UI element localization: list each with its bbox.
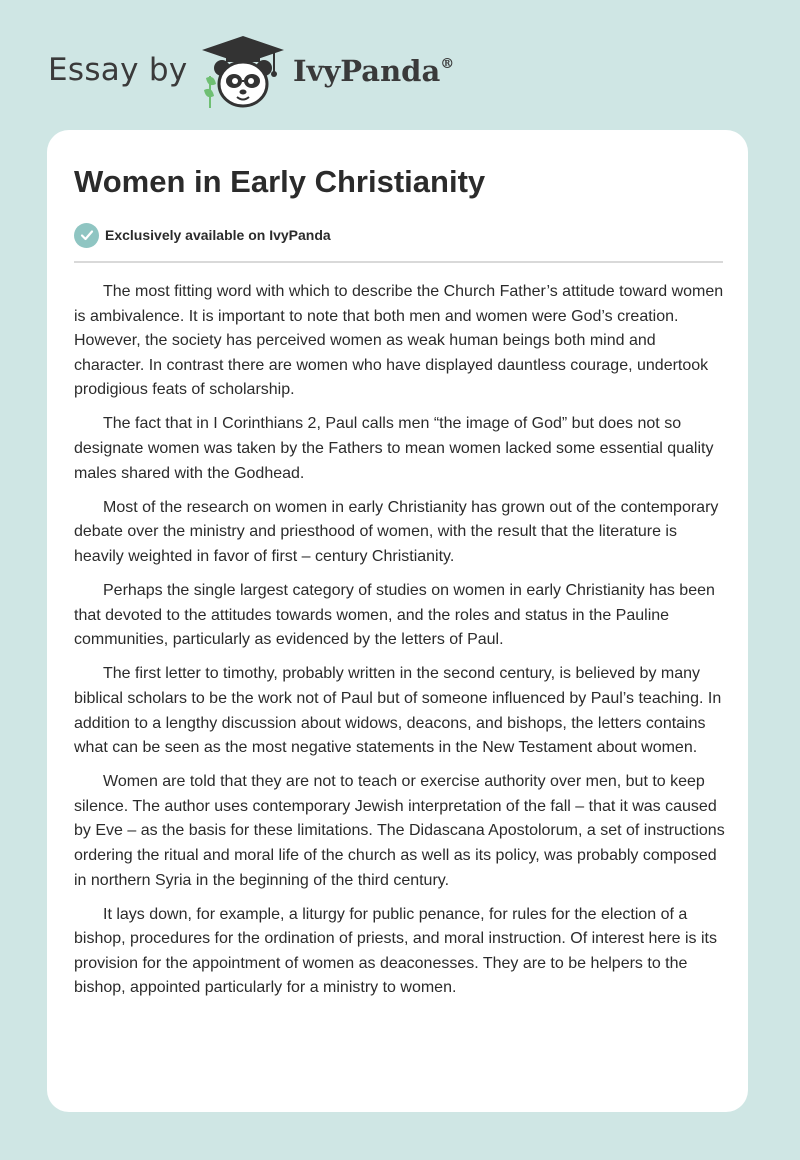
essay-body [74,280,726,1011]
badge-label: Exclusively available on IvyPanda [105,227,331,243]
panda-graduate-icon [200,32,286,112]
brand-prefix: Essay by [48,52,188,88]
page-title: Women in Early Christianity [74,164,486,199]
brand-name-text: IvyPanda [293,54,441,88]
paragraph: Perhaps the single largest category of studies on women in early Christianity has been that devoted to the attitudes towards women, and the roles and status in the Pauline communities, particularly as evidenced by the letters of Paul. [74,582,715,649]
paragraph: The most fitting word with which to describe the Church Father’s attitude toward women is ambivalence. It is important to note that both men and women were God’s creation. However, the society has perceived women as weak human beings both mind and character. In contrast there are women who have displayed dauntless courage, undertook prodigious feats of scholarship. [74,283,724,399]
paragraph: The fact that in I Corinthians 2, Paul calls men “the image of God” but does not so designate women was taken by the Fathers to mean women lacked some essential quality males shared with the Godhead. [74,415,714,482]
divider [74,261,723,263]
paragraph: Women are told that they are not to teach or exercise authority over men, but to keep silence. The author uses contemporary Jewish interpretation of the fall – that it was caused by Eve – as the basis for these limitations. The Didascana Apostolorum, a set of instructions ordering the ritual and moral life of the church as well as its policy, was probably composed in northern Syria in the beginning of the third century. [74,773,725,889]
brand-name [293,54,454,88]
brand-header[interactable] [48,30,548,110]
essay-card [47,130,748,1112]
exclusive-badge [74,222,331,248]
registered-mark: ® [440,56,455,72]
check-circle-icon [74,223,99,248]
paragraph: The first letter to timothy, probably written in the second century, is believed by many biblical scholars to be the work not of Paul but of someone influenced by Paul’s teaching. In addition to a lengthy discussion about widows, deacons, and bishops, the letters contains what can be seen as the most negative statements in the New Testament about women. [74,665,722,757]
paragraph: It lays down, for example, a liturgy for public penance, for rules for the election of a bishop, procedures for the ordination of priests, and moral instruction. Of interest here is its provision for the appointment of women as deaconesses. They are to be helpers to the bishop, appointed particularly for a ministry to women. [74,905,717,997]
paragraph: Most of the research on women in early Christianity has grown out of the contemporary debate over the ministry and priesthood of women, with the result that the literature is heavily weighted in favor of first – century Christianity. [74,498,719,565]
